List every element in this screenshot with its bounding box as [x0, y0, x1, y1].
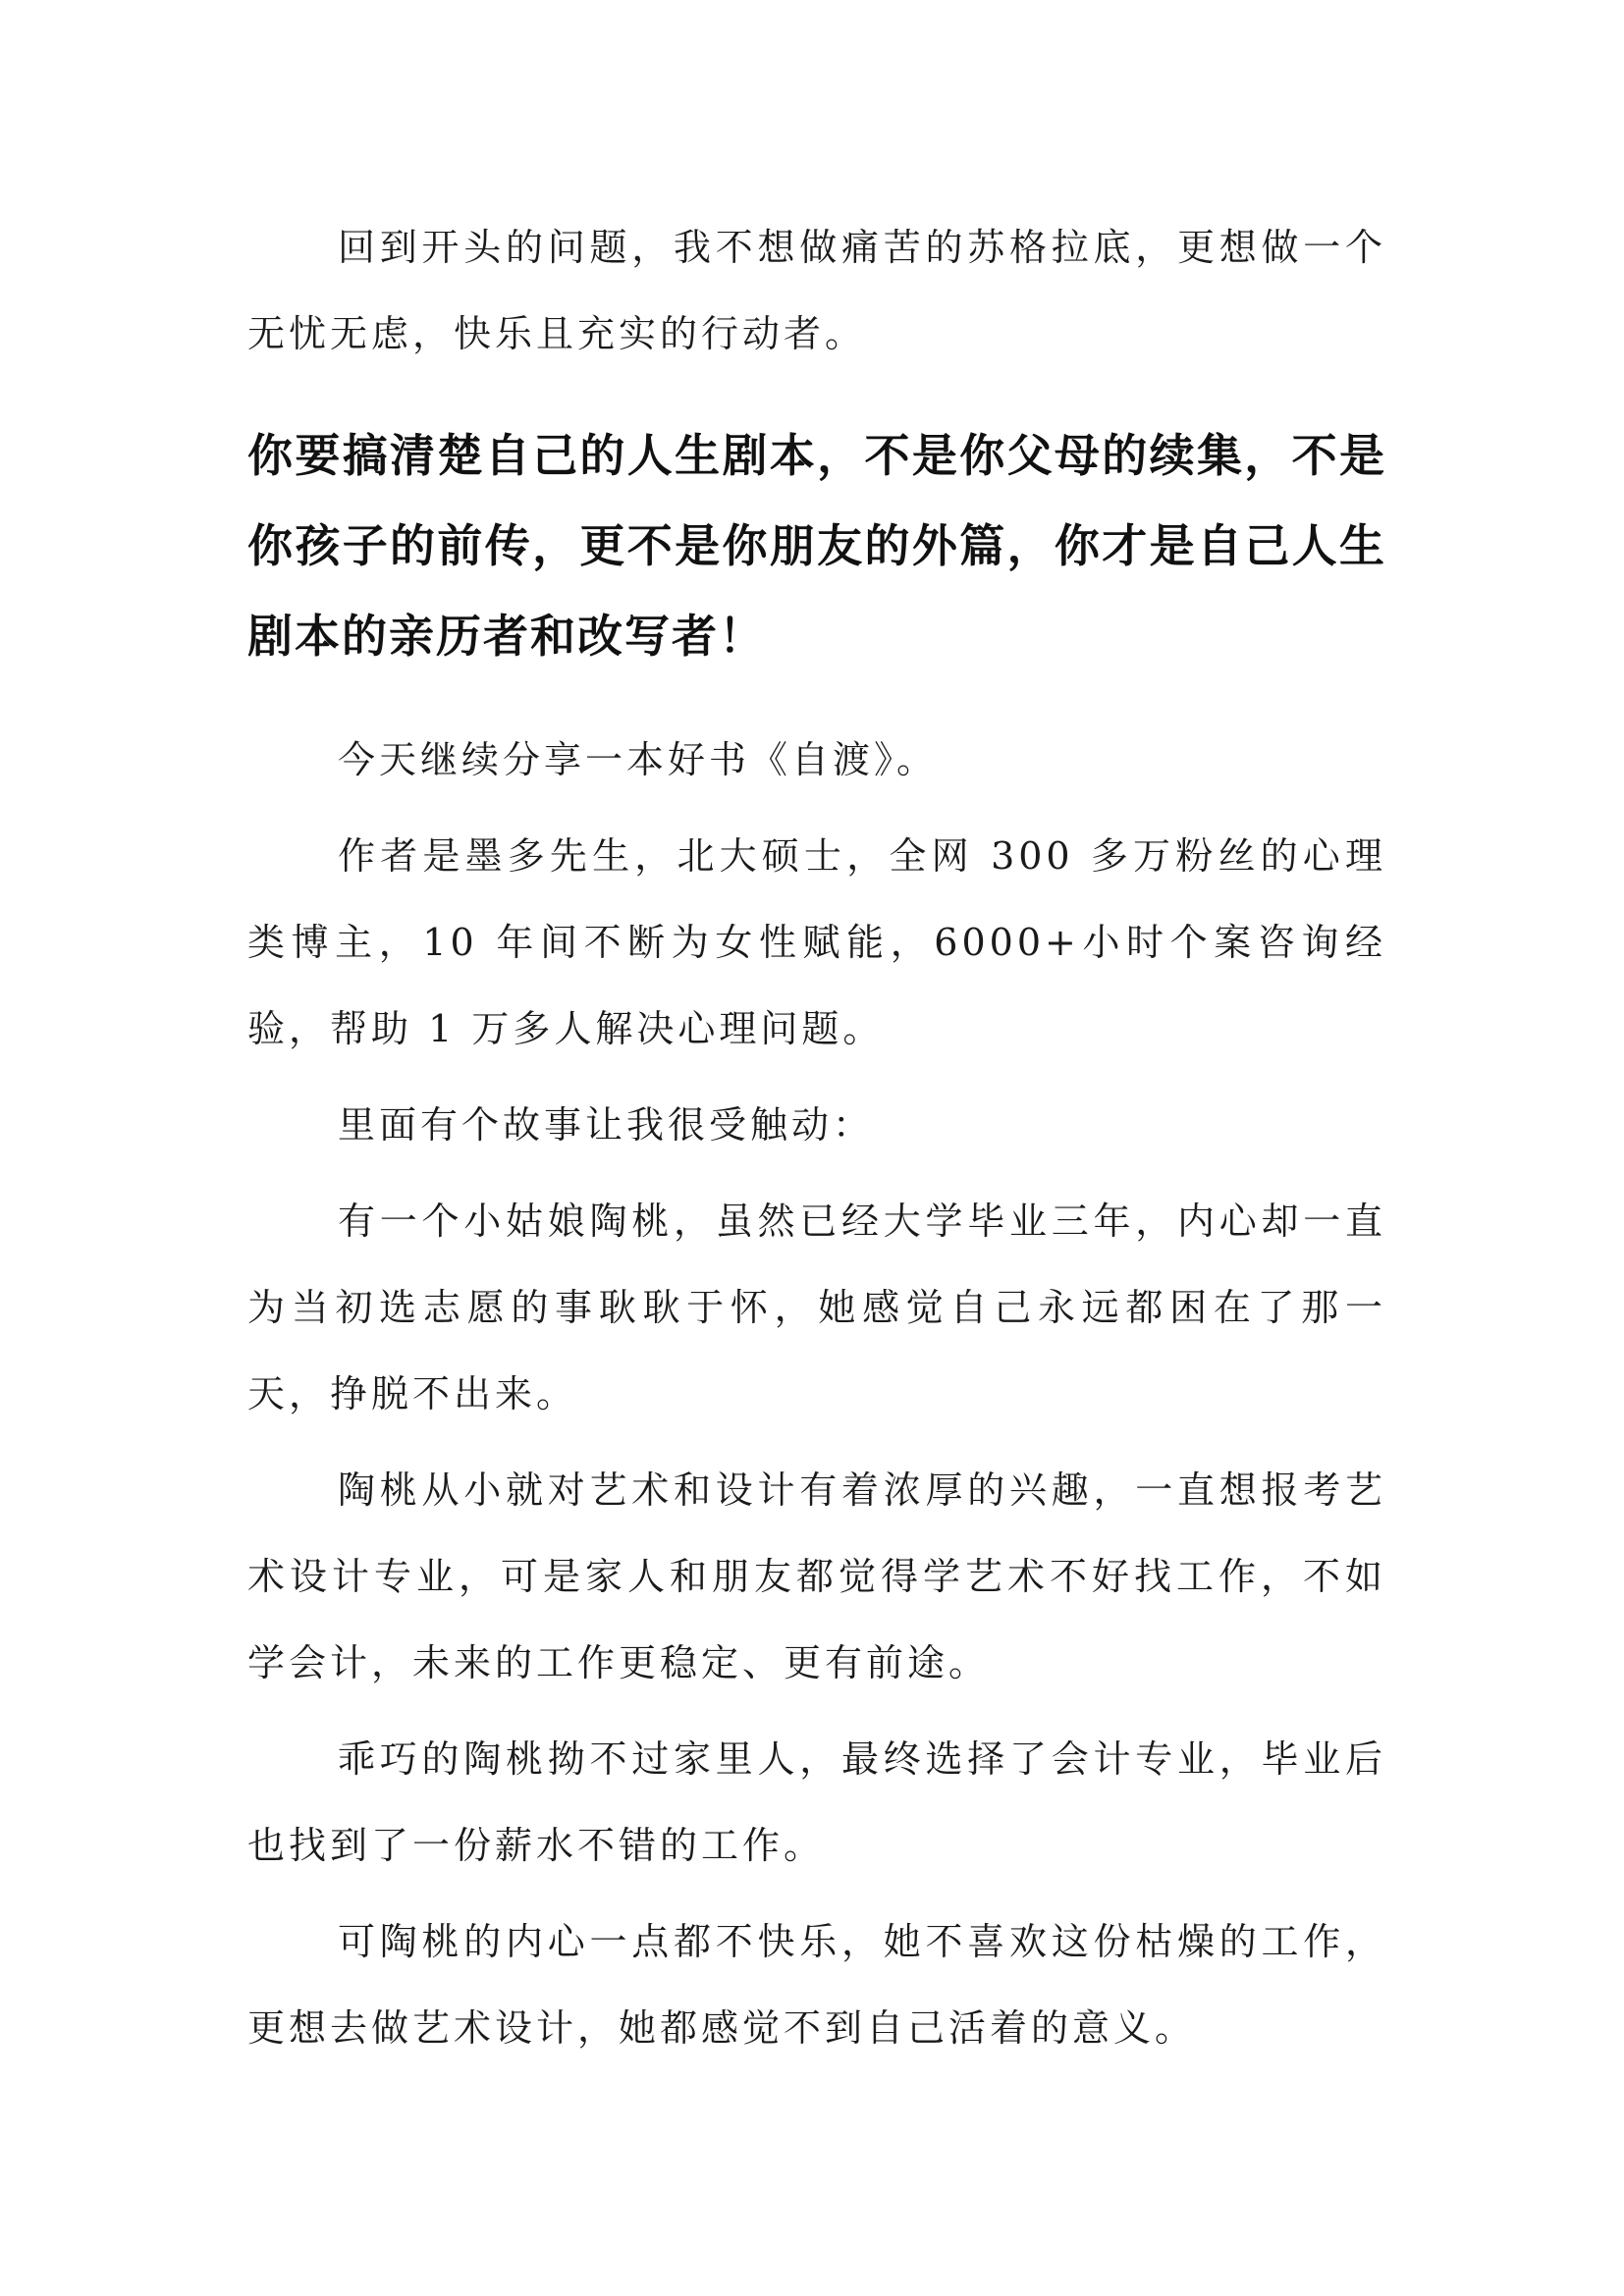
document-body	[247, 204, 1386, 2071]
paragraph: 今天继续分享一本好书《自渡》。	[338, 738, 939, 781]
paragraph: 可陶桃的内心一点都不快乐，她不喜欢这份枯燥的工作，更想去做艺术设计，她都感觉不到自己活着的意义。	[247, 1920, 1386, 2050]
paragraph: 作者是墨多先生，北大硕士，全网 300 多万粉丝的心理类博主，10 年间不断为女性赋能，6000+小时个案咨询经验，帮助 1 万多人解决心理问题。	[247, 834, 1386, 1050]
intro-paragraph: 回到开头的问题，我不想做痛苦的苏格拉底，更想做一个无忧无虑，快乐且充实的行动者。	[247, 226, 1386, 355]
paragraph: 乖巧的陶桃拗不过家里人，最终选择了会计专业，毕业后也找到了一份薪水不错的工作。	[247, 1737, 1386, 1867]
paragraph: 里面有个故事让我很受触动：	[338, 1103, 875, 1147]
bold-heading: 你要搞清楚自己的人生剧本，不是你父母的续集，不是你孩子的前传，更不是你朋友的外篇，你才是自己人生剧本的亲历者和改写者！	[247, 429, 1386, 663]
paragraph: 有一个小姑娘陶桃，虽然已经大学毕业三年，内心却一直为当初选志愿的事耿耿于怀，她感觉自己永远都困在了那一天，挣脱不出来。	[247, 1200, 1386, 1415]
paragraph: 陶桃从小就对艺术和设计有着浓厚的兴趣，一直想报考艺术设计专业，可是家人和朋友都觉得学艺术不好找工作，不如学会计，未来的工作更稳定、更有前途。	[247, 1468, 1386, 1684]
